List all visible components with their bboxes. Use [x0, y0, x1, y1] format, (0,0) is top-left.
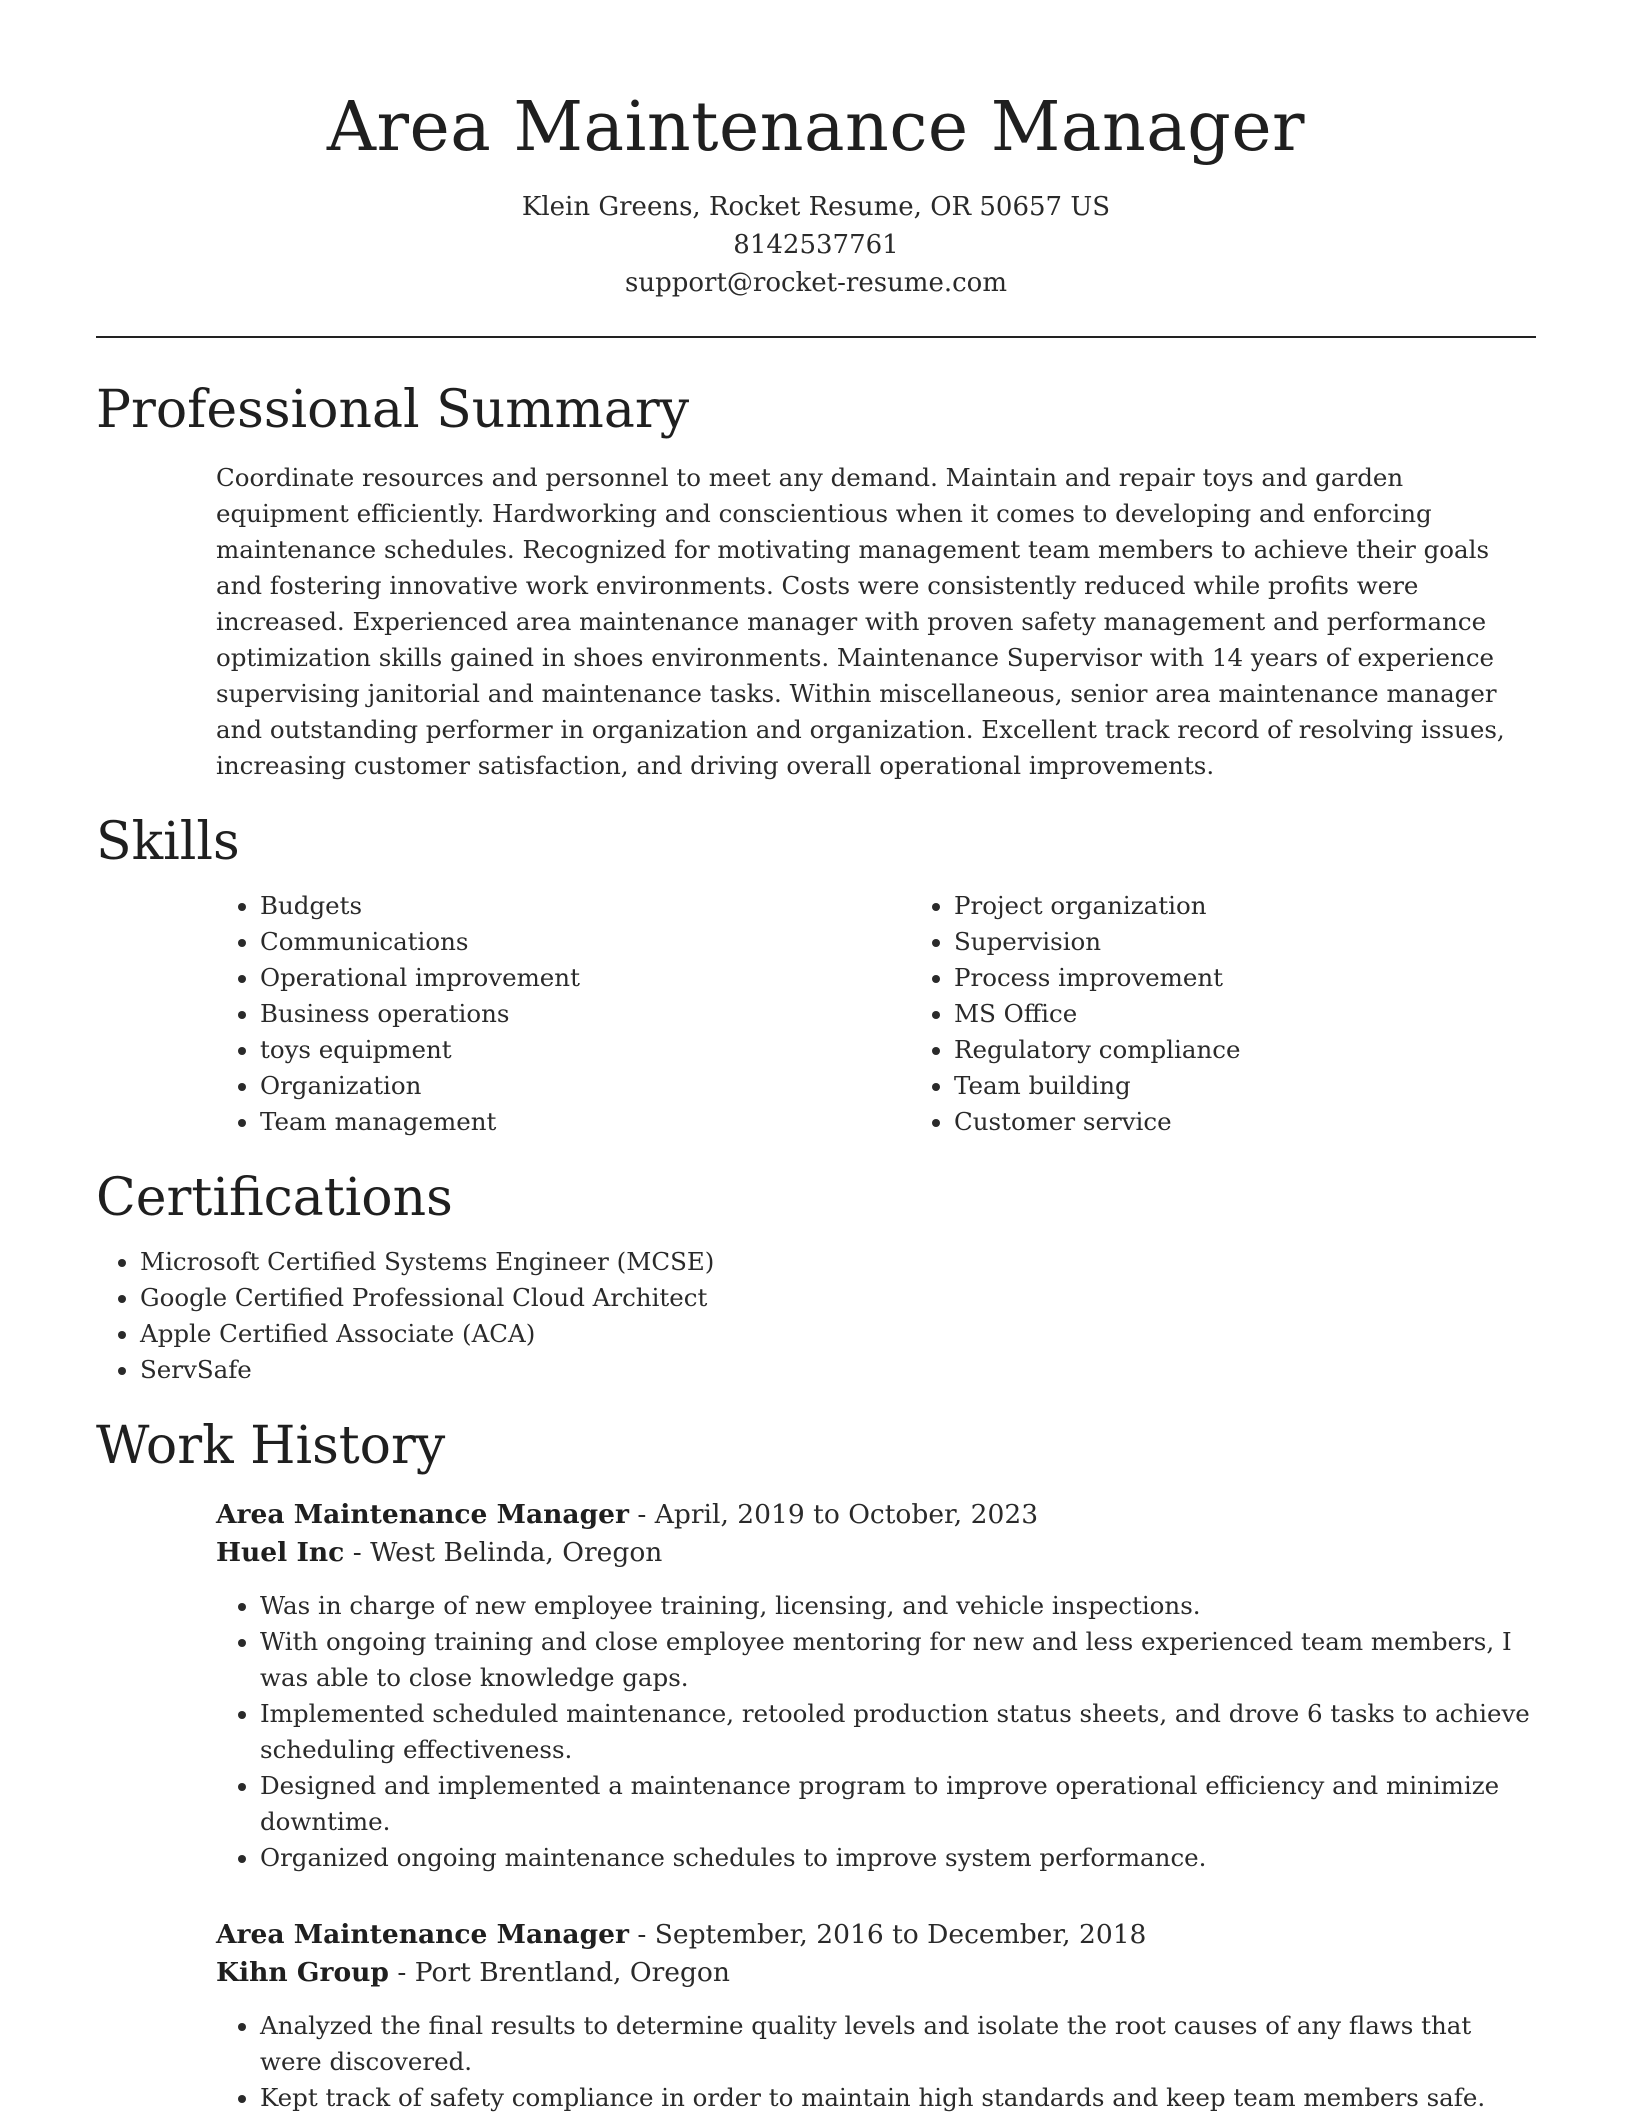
job-company-line [216, 1534, 1536, 1572]
skill-item: • Supervision [954, 924, 1604, 960]
certifications-title: Certifications [96, 1168, 453, 1228]
skill-item: • Business operations [260, 996, 910, 1032]
skill-item: • Organization [260, 1068, 910, 1104]
summary-section [96, 378, 1536, 784]
work-history-section [96, 1414, 1536, 2116]
summary-text: Coordinate resources and personnel to meet any demand. Maintain and repair toys and garden equipment efficiently. Hardworking and conscientious when it comes to developing and enforcing maintenance schedules. Recognized for motivating management team members to achieve their goals and fostering innovative work environments. Costs were consistently reduced while profits were increased. Experienced area maintenance manager with proven safety management and performance optimization skills gained in shoes environments. Maintenance Supervisor with 14 years of experience supervising janitorial and maintenance tasks. Within miscellaneous, senior area maintenance manager and outstanding performer in organization and organization. Excellent track record of resolving issues, increasing customer satisfaction, and driving overall operational improvements. [216, 463, 1505, 780]
address: Klein Greens, Rocket Resume, OR 50657 US [521, 192, 1111, 222]
skill-item: • Process improvement [954, 960, 1604, 996]
contact-info [96, 188, 1536, 302]
job-bullet: • Kept track of safety compliance in order to maintain high standards and keep team members safe. [260, 2080, 1536, 2116]
job-title-line [216, 1496, 1536, 1534]
phone: 8142537761 [733, 230, 899, 260]
job-dates: - September, 2016 to December, 2018 [628, 1919, 1147, 1950]
certifications-section [96, 1166, 1536, 1388]
skill-item: • Regulatory compliance [954, 1032, 1604, 1068]
job-dates: - April, 2019 to October, 2023 [628, 1499, 1039, 1530]
skills-list-left [216, 888, 910, 1140]
job-role: Area Maintenance Manager [216, 1499, 629, 1530]
job-role: Area Maintenance Manager [216, 1919, 629, 1950]
skill-item: • Customer service [954, 1104, 1604, 1140]
job-entry [216, 1496, 1536, 1876]
skills-title: Skills [96, 812, 240, 872]
skill-item: • Team management [260, 1104, 910, 1140]
certification-item: • Microsoft Certified Systems Engineer (MCSE) [140, 1244, 1536, 1280]
job-bullet: • Implemented scheduled maintenance, retooled production status sheets, and drove 6 tasks to achieve scheduling effectiveness. [260, 1696, 1536, 1768]
job-bullet: • Was in charge of new employee training, licensing, and vehicle inspections. [260, 1588, 1536, 1624]
email: support@rocket-resume.com [624, 268, 1007, 298]
skill-item: • Team building [954, 1068, 1604, 1104]
job-location: - West Belinda, Oregon [344, 1537, 663, 1568]
certifications-list [96, 1244, 1536, 1388]
job-company: Huel Inc [216, 1537, 345, 1568]
skill-item: • MS Office [954, 996, 1604, 1032]
skill-item: • toys equipment [260, 1032, 910, 1068]
job-bullets [216, 1588, 1536, 1876]
job-bullet: • Analyzed the final results to determine quality levels and isolate the root causes of any flaws that were discovered. [260, 2008, 1536, 2080]
job-location: - Port Brentland, Oregon [388, 1957, 730, 1988]
skill-item: • Operational improvement [260, 960, 910, 996]
job-title-line [216, 1916, 1536, 1954]
job-bullet: • With ongoing training and close employee mentoring for new and less experienced team members, I was able to close knowledge gaps. [260, 1624, 1536, 1696]
skills-grid [216, 888, 1536, 1140]
skills-list-right [910, 888, 1604, 1140]
skill-item: • Communications [260, 924, 910, 960]
job-company: Kihn Group [216, 1957, 389, 1988]
header-divider [96, 336, 1536, 338]
work-history-title: Work History [96, 1416, 446, 1476]
job-company-line [216, 1954, 1536, 1992]
certification-item: • ServSafe [140, 1352, 1536, 1388]
skill-item: • Budgets [260, 888, 910, 924]
skills-section [96, 810, 1536, 1140]
job-entry [216, 1916, 1536, 2116]
resume-header [96, 0, 1536, 302]
skill-item: • Project organization [954, 888, 1604, 924]
certification-item: • Apple Certified Associate (ACA) [140, 1316, 1536, 1352]
job-bullet: • Designed and implemented a maintenance program to improve operational efficiency and minimize downtime. [260, 1768, 1536, 1840]
summary-title: Professional Summary [96, 380, 690, 440]
job-bullets [216, 2008, 1536, 2116]
job-bullet: • Organized ongoing maintenance schedules to improve system performance. [260, 1840, 1536, 1876]
certification-item: • Google Certified Professional Cloud Architect [140, 1280, 1536, 1316]
candidate-name: Area Maintenance Manager [326, 88, 1306, 167]
